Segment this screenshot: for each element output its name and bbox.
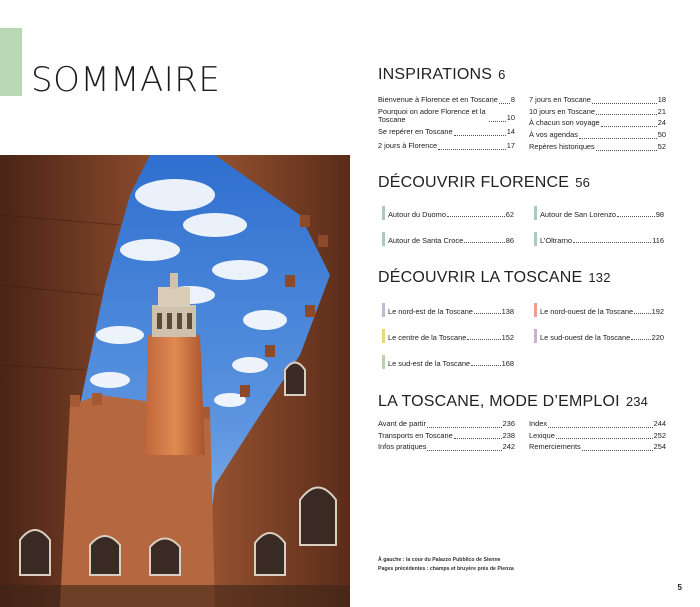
region-entry[interactable]: Autour de San Lorenzo 98 <box>540 210 664 219</box>
section-toscane-title[interactable] <box>378 269 611 287</box>
page-title: SOMMAIRE <box>31 60 221 100</box>
region-color-bar <box>382 329 385 343</box>
section-mode-emploi-page: 234 <box>625 394 649 409</box>
region-entry[interactable]: L’Oltrarno 116 <box>540 236 664 245</box>
region-color-bar <box>534 329 537 343</box>
previous-pages-caption: Pages précédentes : champs et bruyère près de Pienza <box>378 566 514 572</box>
region-color-bar <box>534 232 537 246</box>
toc-entry[interactable]: Lexique 252 <box>529 430 666 440</box>
toc-entry[interactable]: Avant de partir 236 <box>378 419 515 428</box>
section-mode-emploi-title[interactable] <box>378 393 648 411</box>
courtyard-photo <box>0 155 350 607</box>
photo-caption: À gauche : la cour du Palazzo Pubblico de Sienne <box>378 557 501 563</box>
region-entry[interactable]: Le centre de la Toscane 152 <box>388 333 514 342</box>
region-color-bar <box>382 303 385 317</box>
region-entry[interactable]: Autour de Santa Croce 86 <box>388 236 514 245</box>
toc-entry[interactable]: Infos pratiques 242 <box>378 442 515 452</box>
toc-entry[interactable]: 2 jours à Florence 17 <box>378 140 515 150</box>
region-color-bar <box>382 206 385 220</box>
section-mode-emploi-label: LA TOSCANE, MODE D’EMPLOI <box>378 393 620 410</box>
region-entry[interactable]: Le nord-est de la Toscane 138 <box>388 307 514 316</box>
section-inspirations-label: INSPIRATIONS <box>378 66 493 83</box>
toc-entry[interactable]: Bienvenue à Florence et en Toscane 8 <box>378 95 515 104</box>
toc-entry[interactable]: Index 244 <box>529 419 666 428</box>
toc-entry[interactable]: Transports en Toscane 238 <box>378 430 515 440</box>
region-color-bar <box>534 303 537 317</box>
region-color-bar <box>382 355 385 369</box>
toc-entry[interactable]: Remerciements 254 <box>529 442 666 452</box>
region-entry[interactable]: Le sud-ouest de la Toscane 220 <box>540 333 664 342</box>
toc-entry[interactable]: À chacun son voyage 24 <box>529 118 666 128</box>
section-inspirations-title[interactable] <box>378 66 506 84</box>
toc-entry[interactable]: Pourquoi on adore Florence et la Toscane 10 <box>378 106 515 124</box>
mode-emploi-right-column <box>529 418 666 453</box>
toc-entry[interactable]: 10 jours en Toscane 21 <box>529 106 666 116</box>
section-florence-title[interactable] <box>378 174 590 192</box>
page-number: 5 <box>677 583 682 592</box>
region-color-bar <box>534 206 537 220</box>
region-entry[interactable]: Le sud-est de la Toscane 168 <box>388 359 514 368</box>
section-inspirations-page: 6 <box>498 67 506 82</box>
region-entry[interactable]: Le nord-ouest de la Toscane 192 <box>540 307 664 316</box>
inspirations-left-column <box>378 94 515 152</box>
section-florence-page: 56 <box>575 175 591 190</box>
inspirations-right-column <box>529 94 666 153</box>
mode-emploi-left-column <box>378 418 515 453</box>
section-florence-label: DÉCOUVRIR FLORENCE <box>378 174 570 191</box>
region-color-bar <box>382 232 385 246</box>
toc-entry[interactable]: Repères historiques 52 <box>529 141 666 151</box>
region-entry[interactable]: Autour du Duomo 62 <box>388 210 514 219</box>
section-toscane-page: 132 <box>588 270 611 285</box>
toc-entry[interactable]: À vos agendas 50 <box>529 130 666 140</box>
green-accent-tab <box>0 28 22 96</box>
toc-entry[interactable]: 7 jours en Toscane 18 <box>529 95 666 104</box>
section-toscane-label: DÉCOUVRIR LA TOSCANE <box>378 269 583 286</box>
toc-entry[interactable]: Se repérer en Toscane 14 <box>378 127 515 137</box>
